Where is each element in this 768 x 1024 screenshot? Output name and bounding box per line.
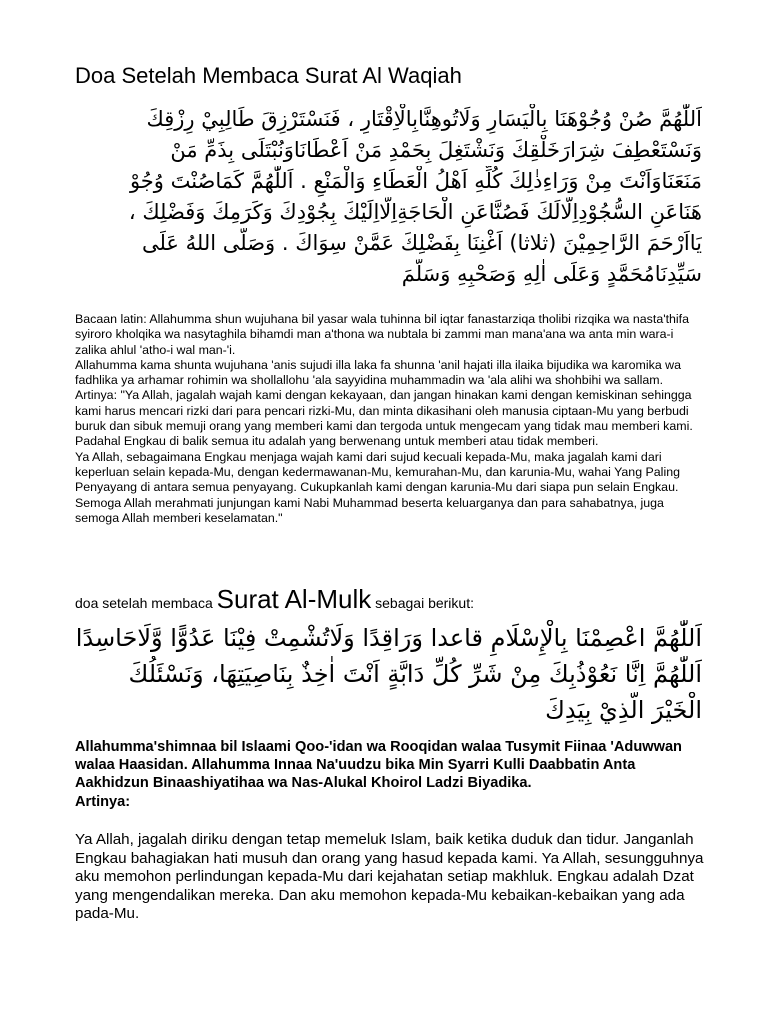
arabic-doa-al-mulk [75, 620, 702, 728]
artinya-label: Artinya: [75, 793, 131, 810]
arabic-line: اَللّٰهُمَّ اعْصِمْنَا بِالْإِسْلَامِ قاعدا وَرَاقِدًا وَلَاتُشْمِتْ فِيْنَا عَدُوًّا وَّلَاحَاسِدًا [75, 624, 702, 652]
page-title: Doa Setelah Membaca Surat Al Waqiah [75, 63, 462, 88]
al-mulk-latin-reading: Allahumma'shimnaa bil Islaami Qoo-'idan wa Rooqidan walaa Tusymit Fiinaa 'Aduwwan walaa Haasidan. Allahumma Innaa Na'uudzu bika Min Syarri Kulli Daabbatin Anta Aakhidzun Binaashiyatihaa wa Nas-Alukal Khoirol Ladzi Biyadika. [75, 739, 682, 792]
intro-text-after: sebagai berikut: [371, 595, 474, 611]
al-mulk-latin-block [75, 738, 700, 811]
translation-paragraph: Ya Allah, sebagaimana Engkau menjaga wajah kami dari sujud kecuali kepada-Mu, maka jagalah kami dari keperluan selain kepada-Mu, dengan kedermawanan-Mu, kemurahan-Mu, dan karunia-Mu, wahai Yang Paling Penyayang di antara semua penyayang. Cukupkanlah kami dengan karunia-Mu dari siapa pun selain Engkau. Semoga Allah merahmati junjungan kami Nabi Muhammad beserta keluarganya dan para sahabatnya, juga semoga Allah memberi keselamatan." [75, 449, 680, 525]
arabic-line: مَنَعَنَاوَاَنْتَ مِنْ وَرَاءِذٰلِكَ كُلِّهِ اَهْلُ الْعَطَاءِ وَالْمَنْعِ . اَللّٰهُمَّ كَمَاصُنْتَ وُجُوْ [129, 169, 702, 193]
translation-paragraph: Artinya: "Ya Allah, jagalah wajah kami dengan kekayaan, dan jangan hinakan kami dengan kemiskinan sehingga kami harus mencari rizki dari para pencari rizki-Mu, dan minta dikasihani oleh manusia ciptaan-Mu yang berbudi buruk dan sibuk memuji orang yang memberi kami dan tergoda untuk mengecam yang tidak mau memberi kami. Padahal Engkau di balik semua itu adalah yang berwenang untuk memberi atau tidak memberi. [75, 388, 693, 449]
al-mulk-intro [75, 584, 695, 615]
latin-reading-paragraph: Allahumma kama shunta wujuhana 'anis sujudi illa laka fa shunna 'anil hajati illa ilaika bijudika wa karomika wa fadhlika ya arhamar rohimin wa shollallohu 'ala sayyidina muhammadin wa 'ala alihi wa shohbihi wa sallam. [75, 357, 682, 388]
arabic-doa-al-waqiah [75, 104, 702, 290]
intro-text-before: doa setelah membaca [75, 595, 217, 611]
arabic-line: اَللّٰهُمَّ اِنَّا نَعُوْذُبِكَ مِنْ شَرِّ كُلِّ دَابَّةٍ اَنْتَ اٰخِذٌ بِنَاصِيَتِهَا، وَنَسْئَلُكَ [128, 660, 702, 688]
arabic-line: هَنَاعَنِ السُّجُوْدِاِلَّالَكَ فَصُنَّاعَنِ الْحَاجَةِاِلَّااِلَيْكَ بِجُوْدِكَ وَكَرَمِكَ وَفَضْلِكَ ، [128, 200, 702, 224]
intro-heading-surat-al-mulk: Surat Al-Mulk [216, 584, 372, 614]
latin-translation-block [75, 312, 695, 526]
latin-reading-paragraph: Bacaan latin: Allahumma shun wujuhana bil yasar wala tuhinna bil iqtar fanastarziqa tholibi rizqika wa nasta'thifa syiroro kholqika wa nasytaghila bihamdi man a'thona wa nubtala bi zammi man mana'ana wa anta min wara-i zalika ahlul 'atho-i wal man-'i. [75, 312, 689, 357]
arabic-line: سَيِّدِنَامُحَمَّدٍ وَعَلَى اٰلِهِ وَصَحْبِهِ وَسَلَّمَ [401, 262, 702, 286]
arabic-line: وَنَسْتَعْطِفَ شِرَارَخَلْقِكَ وَنَشْتَغِلَ بِحَمْدِ مَنْ اَعْطَانَاوَنُبْتَلَى بِذَمِّ مَنْ [170, 138, 702, 162]
arabic-line: اَللّٰهُمَّ صُنْ وُجُوْهَنَا بِالْيَسَارِ وَلَاتُوهِنَّابِالْاِقْتَارِ ، فَنَسْتَرْزِقَ طَالِبِيْ رِزْقِكَ [146, 107, 702, 131]
arabic-line: الْخَيْرَ الَّذِيْ بِيَدِكَ [545, 696, 702, 724]
al-mulk-translation: Ya Allah, jagalah diriku dengan tetap memeluk Islam, baik ketika duduk dan tidur. Janganlah Engkau bahagiakan hati musuh dan orang yang hasud kepada kami. Ya Allah, sesungguhnya aku memohon perlindungan kepada-Mu dari kejahatan setiap makhluk. Engkau adalah Dzat yang mengendalikan mereka. Dan aku memohon kepada-Mu kebaikan-kebaikan yang ada pada-Mu. [75, 831, 704, 923]
arabic-line: يَااَرْحَمَ الرَّاحِمِيْنَ (ثلاثا) اَغْنِنَا بِفَضْلِكَ عَمَّنْ سِوَاكَ . وَصَلَّى اللهُ عَلَى [141, 231, 702, 255]
